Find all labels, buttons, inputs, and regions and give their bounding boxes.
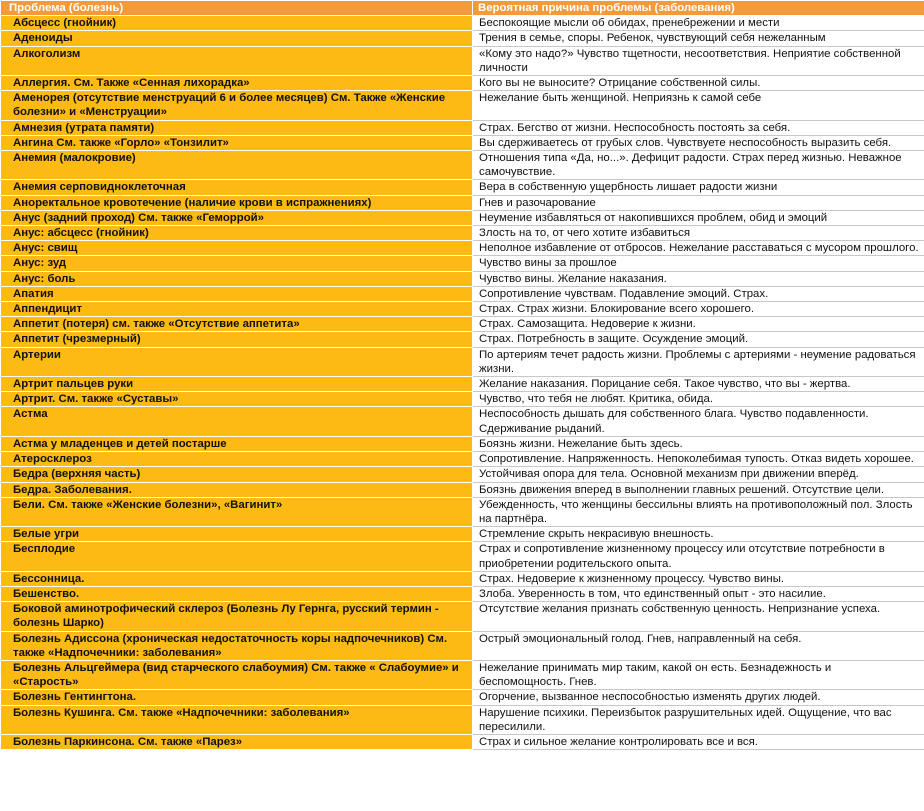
problem-cell: Артерии	[1, 347, 473, 376]
table-row	[1, 31, 924, 46]
cause-cell: Злоба. Уверенность в том, что единственный опыт - это насилие.	[473, 586, 924, 601]
problem-cell: Амнезия (утрата памяти)	[1, 120, 473, 135]
table-row	[1, 407, 924, 436]
table-row	[1, 195, 924, 210]
problem-cell: Аллергия. См. Также «Сенная лихорадка»	[1, 76, 473, 91]
table-row	[1, 377, 924, 392]
problem-cell: Бедра (верхняя часть)	[1, 467, 473, 482]
problem-cell: Анус: зуд	[1, 256, 473, 271]
table-row	[1, 271, 924, 286]
table-row	[1, 347, 924, 376]
table-row	[1, 226, 924, 241]
table-row	[1, 542, 924, 571]
table-row	[1, 586, 924, 601]
problem-cell: Бели. См. также «Женские болезни», «Вагинит»	[1, 497, 473, 526]
cause-cell: Злость на то, от чего хотите избавиться	[473, 226, 924, 241]
header-row	[1, 1, 924, 16]
cause-cell: «Кому это надо?» Чувство тщетности, несоответствия. Неприятие собственной личности	[473, 46, 924, 75]
cause-cell: Страх. Страх жизни. Блокирование всего хорошего.	[473, 302, 924, 317]
table-row	[1, 660, 924, 689]
table-row	[1, 690, 924, 705]
problem-cell: Анемия серповидноклеточная	[1, 180, 473, 195]
problem-cell: Астма у младенцев и детей постарше	[1, 436, 473, 451]
cause-cell: Трения в семье, споры. Ребенок, чувствующий себя нежеланным	[473, 31, 924, 46]
table-row	[1, 302, 924, 317]
table-row	[1, 151, 924, 180]
cause-cell: Неполное избавление от отбросов. Нежелание расставаться с мусором прошлого.	[473, 241, 924, 256]
table-row	[1, 210, 924, 225]
problem-cell: Белые угри	[1, 527, 473, 542]
cause-cell: Беспокоящие мысли об обидах, пренебрежении и мести	[473, 16, 924, 31]
cause-cell: Нежелание принимать мир таким, какой он есть. Безнадежность и беспомощность. Гнев.	[473, 660, 924, 689]
table-row	[1, 317, 924, 332]
cause-cell: Отсутствие желания признать собственную ценность. Непризнание успеха.	[473, 602, 924, 631]
cause-cell: Кого вы не выносите? Отрицание собственной силы.	[473, 76, 924, 91]
problem-cell: Аденоиды	[1, 31, 473, 46]
table-row	[1, 135, 924, 150]
table-row	[1, 436, 924, 451]
header-problem: Проблема (болезнь)	[1, 1, 473, 16]
table-row	[1, 482, 924, 497]
table-row	[1, 180, 924, 195]
header-cause: Вероятная причина проблемы (заболевания)	[473, 1, 924, 16]
table-row	[1, 76, 924, 91]
table-row	[1, 602, 924, 631]
problem-cell: Алкоголизм	[1, 46, 473, 75]
cause-cell: Боязнь движения вперед в выполнении главных решений. Отсутствие цели.	[473, 482, 924, 497]
problem-cell: Болезнь Паркинсона. См. также «Парез»	[1, 734, 473, 749]
table-row	[1, 120, 924, 135]
cause-cell: Гнев и разочарование	[473, 195, 924, 210]
problem-cell: Анус: боль	[1, 271, 473, 286]
problem-cell: Боковой аминотрофический склероз (Болезнь Лу Гернга, русский термин - болезнь Шарко)	[1, 602, 473, 631]
cause-cell: Сопротивление. Напряженность. Непоколебимая тупость. Отказ видеть хорошее.	[473, 452, 924, 467]
cause-cell: Устойчивая опора для тела. Основной механизм при движении вперёд.	[473, 467, 924, 482]
problem-cell: Бессонница.	[1, 571, 473, 586]
table-row	[1, 527, 924, 542]
table-row	[1, 16, 924, 31]
table-row	[1, 332, 924, 347]
problem-cell: Абсцесс (гнойник)	[1, 16, 473, 31]
problem-cell: Артрит. См. также «Суставы»	[1, 392, 473, 407]
problem-cell: Артрит пальцев руки	[1, 377, 473, 392]
problem-cell: Аменорея (отсутствие менструаций 6 и более месяцев) См. Также «Женские болезни» и «Менструации»	[1, 91, 473, 120]
table-row	[1, 571, 924, 586]
problem-cell: Бешенство.	[1, 586, 473, 601]
table-row	[1, 241, 924, 256]
cause-cell: Боязнь жизни. Нежелание быть здесь.	[473, 436, 924, 451]
table-body	[1, 16, 924, 750]
table-header	[1, 1, 924, 16]
problem-cell: Анус: абсцесс (гнойник)	[1, 226, 473, 241]
cause-cell: Отношения типа «Да, но...». Дефицит радости. Страх перед жизнью. Неважное самочувствие.	[473, 151, 924, 180]
problem-cell: Аноректальное кровотечение (наличие крови в испражнениях)	[1, 195, 473, 210]
table-row	[1, 497, 924, 526]
problem-cell: Аппендицит	[1, 302, 473, 317]
cause-cell: Сопротивление чувствам. Подавление эмоций. Страх.	[473, 286, 924, 301]
table-row	[1, 392, 924, 407]
table-row	[1, 452, 924, 467]
cause-cell: Чувство, что тебя не любят. Критика, обида.	[473, 392, 924, 407]
problem-cell: Анус (задний проход) См. также «Геморрой»	[1, 210, 473, 225]
table-row	[1, 705, 924, 734]
cause-cell: Вы сдерживаетесь от грубых слов. Чувствуете неспособность выразить себя.	[473, 135, 924, 150]
problem-cell: Бесплодие	[1, 542, 473, 571]
cause-cell: Страх и сильное желание контролировать все и вся.	[473, 734, 924, 749]
cause-cell: Убежденность, что женщины бессильны влиять на противоположный пол. Злость на партнёра.	[473, 497, 924, 526]
cause-cell: Страх. Самозащита. Недоверие к жизни.	[473, 317, 924, 332]
cause-cell: Страх. Потребность в защите. Осуждение эмоций.	[473, 332, 924, 347]
cause-cell: Неспособность дышать для собственного блага. Чувство подавленности. Сдерживание рыданий.	[473, 407, 924, 436]
problem-cell: Болезнь Кушинга. См. также «Надпочечники: заболевания»	[1, 705, 473, 734]
table-row	[1, 467, 924, 482]
problem-cell: Болезнь Адиссона (хроническая недостаточность коры надпочечников) См. также «Надпочечники: заболевания»	[1, 631, 473, 660]
table-row	[1, 46, 924, 75]
problem-cell: Аппетит (чрезмерный)	[1, 332, 473, 347]
cause-cell: Чувство вины за прошлое	[473, 256, 924, 271]
cause-cell: Страх. Бегство от жизни. Неспособность постоять за себя.	[473, 120, 924, 135]
problem-cell: Аппетит (потеря) см. также «Отсутствие аппетита»	[1, 317, 473, 332]
table-row	[1, 734, 924, 749]
table-row	[1, 631, 924, 660]
cause-cell: Вера в собственную ущербность лишает радости жизни	[473, 180, 924, 195]
cause-cell: Желание наказания. Порицание себя. Такое чувство, что вы - жертва.	[473, 377, 924, 392]
problem-cell: Анус: свищ	[1, 241, 473, 256]
cause-cell: Нарушение психики. Переизбыток разрушительных идей. Ощущение, что вас пересилили.	[473, 705, 924, 734]
cause-cell: Огорчение, вызванное неспособностью изменять других людей.	[473, 690, 924, 705]
cause-cell: Острый эмоциональный голод. Гнев, направленный на себя.	[473, 631, 924, 660]
problem-cell: Атеросклероз	[1, 452, 473, 467]
cause-cell: Нежелание быть женщиной. Неприязнь к самой себе	[473, 91, 924, 120]
problem-cell: Болезнь Гентингтона.	[1, 690, 473, 705]
table-row	[1, 286, 924, 301]
table-row	[1, 91, 924, 120]
problem-cell: Анемия (малокровие)	[1, 151, 473, 180]
cause-cell: Страх и сопротивление жизненному процессу или отсутствие потребности в приобретении родительского опыта.	[473, 542, 924, 571]
problem-cell: Апатия	[1, 286, 473, 301]
cause-cell: Неумение избавляться от накопившихся проблем, обид и эмоций	[473, 210, 924, 225]
cause-cell: Страх. Недоверие к жизненному процессу. Чувство вины.	[473, 571, 924, 586]
cause-cell: По артериям течет радость жизни. Проблемы с артериями - неумение радоваться жизни.	[473, 347, 924, 376]
table-row	[1, 256, 924, 271]
cause-cell: Чувство вины. Желание наказания.	[473, 271, 924, 286]
problem-cell: Болезнь Альцгеймера (вид старческого слабоумия) См. также « Слабоумие» и «Старость»	[1, 660, 473, 689]
problem-cell: Астма	[1, 407, 473, 436]
problem-cell: Ангина См. также «Горло» «Тонзилит»	[1, 135, 473, 150]
problem-cell: Бедра. Заболевания.	[1, 482, 473, 497]
cause-cell: Стремление скрыть некрасивую внешность.	[473, 527, 924, 542]
